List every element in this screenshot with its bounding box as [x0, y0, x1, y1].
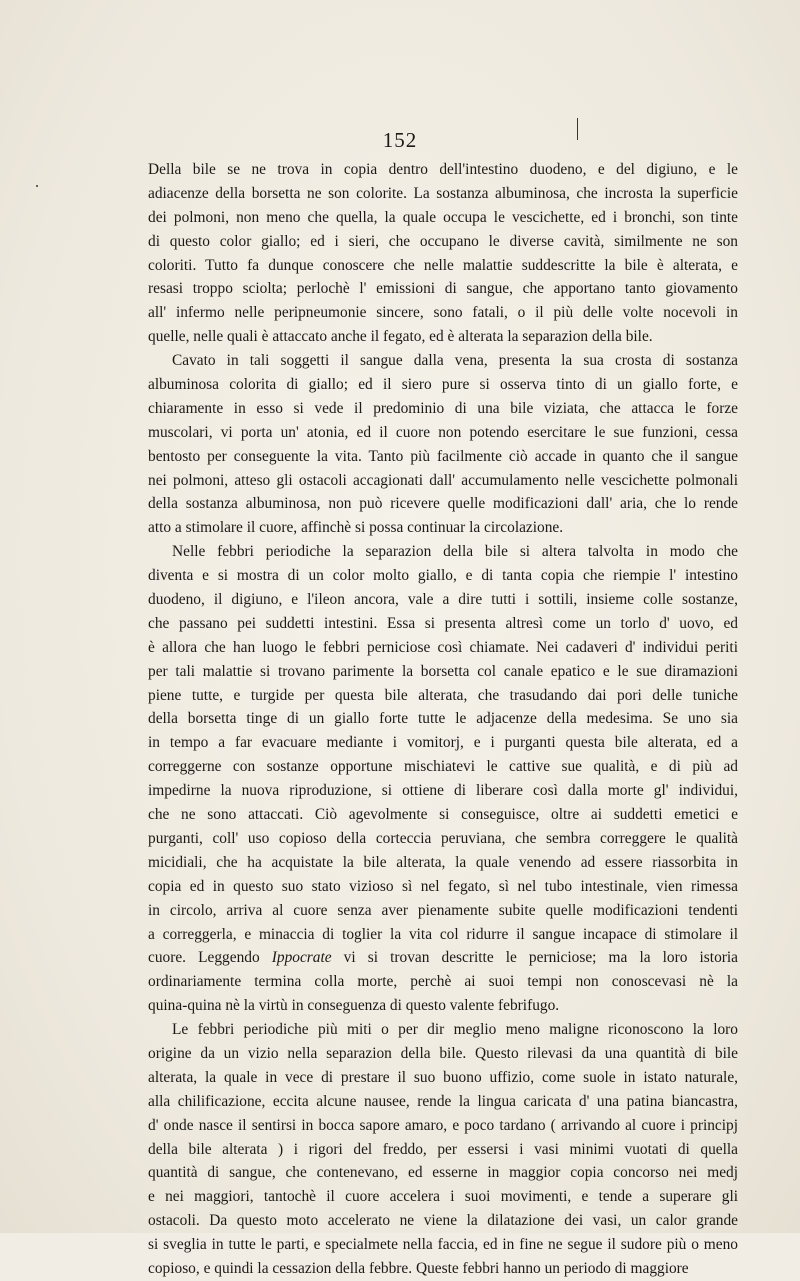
text-line: e nei maggiori, tantochè il cuore accelera i suoi movimenti, e tende a superare gli — [148, 1188, 738, 1206]
text-line: che passano pei suddetti intestini. Essa si presenta altresì come un torlo d' uovo, ed — [148, 614, 738, 632]
text-line: che ne sono attaccati. Ciò agevolmente si conseguisce, oltre ai suddetti emetici e — [148, 806, 738, 824]
text-line: dei polmoni, non meno che quella, la quale occupa le vescichette, ed i bronchi, son tinte — [148, 208, 738, 226]
text-line: bentosto per conseguente la vita. Tanto più facilmente ciò accade in quanto che il sangue — [148, 447, 738, 465]
text-line: è allora che han luogo le febbri perniciose così chiamate. Nei cadaveri d' individui periti — [148, 638, 738, 656]
text-line: atto a stimolare il cuore, affinchè si possa continuar la circolazione. — [148, 519, 564, 537]
text-line: muscolari, vi porta un' atonia, ed il cuore non potendo esercitare le sue funzioni, cessa — [148, 423, 738, 441]
text-line: della sostanza albuminosa, non può ricevere quelle modificazioni dall' aria, che lo rende — [148, 495, 738, 513]
text-line: duodeno, il digiuno, e l'ileon ancora, vale a dire tutti i sottili, insieme colle sostanze, — [148, 591, 738, 609]
text-line: impedirne la nuova riproduzione, si ottiene di liberare così dalla morte gl' individui, — [148, 782, 738, 800]
text-line: della bile alterata ) i rigori del freddo, per essersi i vasi minimi vuotati di quella — [148, 1140, 738, 1158]
text-line: della borsetta tinge di un giallo forte tutte le adjacenze della medesima. Se uno sia — [148, 710, 738, 728]
text-line: quina-quina nè la virtù in conseguenza di questo valente febrifugo. — [148, 997, 560, 1015]
text-line: cuore. Leggendo Ippocrate vi si trovan descritte le perniciose; ma la loro istoria — [148, 949, 738, 967]
text-line: purganti, coll' uso copioso della corteccia peruviana, che sembra correggere le qualità — [148, 829, 738, 847]
text-line: ordinariamente termina colla morte, perchè ai suoi tempi non conoscevasi nè la — [148, 973, 738, 991]
text-line: di questo color giallo; ed i sieri, che occupano le diverse cavità, similmente ne son — [148, 232, 738, 250]
text-line: chiaramente in esso si vede il predominio di una bile viziata, che attacca le forze — [148, 399, 738, 417]
text-line: nei polmoni, atteso gli ostacoli accagionati dall' accumulamento nelle vescichette polmonali — [148, 471, 738, 489]
text-line: si sveglia in tutte le parti, e specialmete nella faccia, ed in fine ne segue il sudore più o meno — [148, 1236, 738, 1254]
paragraph — [148, 1018, 738, 1281]
text-line: micidiali, che ha acquistate la bile alterata, la quale venendo ad essere riassorbita in — [148, 853, 738, 871]
paragraph — [148, 540, 738, 1018]
text-line: copioso, e quindi la cessazion della febbre. Queste febbri hanno un periodo di maggiore — [148, 1259, 689, 1277]
text-line: piene tutte, e turgide per questa bile alterata, che trasudando dai pori delle tuniche — [148, 686, 738, 704]
text-line: quantità di sangue, che contenevano, ed esserne in maggior copia concorso nei medj — [148, 1164, 738, 1182]
text-line: coloriti. Tutto fa dunque conoscere che nelle malattie suddescritte la bile è alterata, e — [148, 256, 738, 274]
text-line: adiacenze della borsetta ne son colorite. La sostanza albuminosa, che incrosta la superficie — [148, 184, 738, 202]
text-line: origine da un vizio nella separazion della bile. Questo rilevasi da una quantità di bile — [148, 1044, 738, 1062]
paragraph — [148, 349, 738, 540]
text-line: all' infermo nelle peripneumonie sincere, sono fatali, o il più delle volte nocevoli in — [148, 304, 738, 322]
text-line: albuminosa colorita di giallo; ed il siero pure si osserva tinto di un giallo forte, e — [148, 376, 738, 394]
text-line: alterata, la quale in vece di prestare il suo buono uffizio, come suole in istato naturale, — [148, 1068, 738, 1086]
text-line: Della bile se ne trova in copia dentro dell'intestino duodeno, e del digiuno, e le — [148, 161, 738, 178]
text-line: alla chilificazione, eccita alcune nausee, rende la lingua caricata d' una patina biancastra, — [148, 1092, 738, 1110]
body-text — [148, 158, 738, 1281]
text-line: Cavato in tali soggetti il sangue dalla vena, presenta la sua crosta di sostanza — [172, 352, 738, 370]
text-line: diventa e si mostra di un color molto giallo, e di tanta copia che riempie l' intestino — [148, 567, 738, 585]
paragraph — [148, 158, 738, 349]
text-line: correggerne con sostanze opportune mischiatevi le cattive sue qualità, e di più ad — [148, 758, 738, 776]
text-line: Le febbri periodiche più miti o per dir meglio meno maligne riconoscono la loro — [172, 1021, 738, 1039]
margin-speck — [36, 185, 38, 187]
text-line: resasi troppo sciolta; perlochè l' emissioni di sangue, che apportano tanto giovamento — [148, 280, 738, 298]
text-line: a correggerla, e minaccia di toglier la vita col ridurre il sangue incapace di stimolare il — [148, 925, 738, 943]
text-line: d' onde nasce il sentirsi in bocca sapore amaro, e poco tardano ( arrivando al cuore i principj — [148, 1116, 738, 1134]
text-line: in circolo, arriva al cuore senza aver pienamente subite quelle modificazioni tendenti — [148, 901, 738, 919]
text-line: ostacoli. Da questo moto accelerato ne viene la dilatazione dei vasi, un calor grande — [148, 1212, 738, 1230]
text-line: Nelle febbri periodiche la separazion della bile si altera talvolta in modo che — [172, 543, 738, 561]
text-line: quelle, nelle quali è attaccato anche il fegato, ed è alterata la separazion della bile. — [148, 328, 653, 346]
page-edge-mark — [577, 118, 578, 140]
text-line: copia ed in questo suo stato vizioso sì nel fegato, sì nel tubo intestinale, vien rimessa — [148, 877, 738, 895]
text-line: in tempo a far evacuare mediante i vomitorj, e i purganti questa bile alterata, ed a — [148, 734, 738, 752]
text-line: per tali malattie si trovano parimente la borsetta col canale epatico e le sue diramazioni — [148, 662, 738, 680]
page-number: 152 — [382, 128, 418, 152]
